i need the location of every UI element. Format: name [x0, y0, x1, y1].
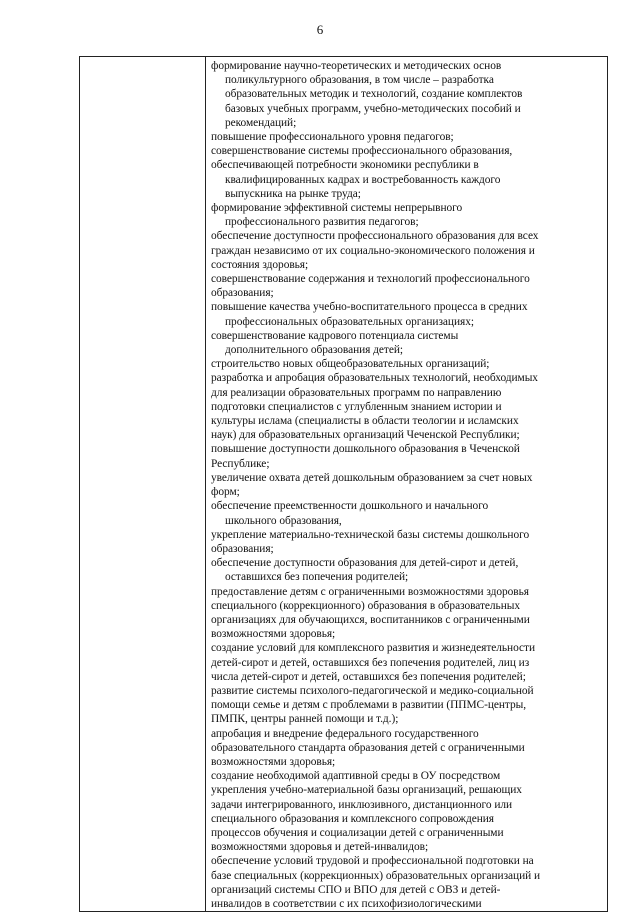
text-line: возможностями здоровья; — [211, 628, 336, 641]
text-line: обеспечивающей потребности экономики республики в — [211, 159, 479, 172]
text-line: обеспечение доступности образования для детей-сирот и детей, — [211, 557, 519, 570]
text-line: укрепления учебно-материальной базы организаций, решающих — [211, 784, 522, 797]
text-line: повышение доступности дошкольного образования в Чеченской — [211, 443, 520, 456]
text-line: совершенствование содержания и технологий профессионального — [211, 273, 530, 286]
text-line: инвалидов в соответствии с их психофизиологическими — [211, 897, 482, 910]
text-line: ПМПК, центры ранней помощи и т.д.); — [211, 713, 399, 726]
text-line: специального (коррекционного) образования в образовательных — [211, 599, 521, 612]
text-line: форм; — [211, 486, 240, 499]
text-line: задачи интегрированного, инклюзивного, дистанционного или — [211, 798, 513, 811]
text-line: формирование научно-теоретических и методических основ — [211, 60, 502, 72]
text-line: создание необходимой адаптивной среды в ОУ посредством — [211, 770, 501, 783]
text-block — [211, 59, 603, 911]
text-line: предоставление детям с ограниченными возможностями здоровья — [211, 585, 529, 598]
text-line: профессиональных образовательных организациях; — [225, 315, 474, 328]
text-line: укрепление материально-технической базы системы дошкольного — [211, 528, 530, 541]
text-line: строительство новых общеобразовательных организаций; — [211, 358, 490, 371]
text-line: увеличение охвата детей дошкольным образованием за счет новых — [211, 471, 533, 484]
text-line: возможностями здоровья; — [211, 755, 336, 768]
text-line: специального образования и комплексного сопровождения — [211, 812, 494, 825]
text-line: формирование эффективной системы непрерывного — [211, 202, 463, 215]
text-line: помощи семье и детям с проблемами в развитии (ППМС-центры, — [211, 699, 527, 712]
text-line: совершенствование системы профессионального образования, — [211, 145, 513, 158]
text-line: создание условий для комплексного развития и жизнедеятельности — [211, 642, 536, 655]
text-line: базе специальных (коррекционных) образовательных организаций и — [211, 869, 541, 882]
table-cell-left — [80, 57, 206, 912]
text-line: базовых учебных программ, учебно-методических пособий и — [225, 102, 521, 115]
text-line: дополнительного образования детей; — [225, 344, 404, 357]
text-line: для реализации образовательных программ по направлению — [211, 386, 502, 399]
text-line: профессионального развития педагогов; — [225, 216, 419, 229]
text-line: детей-сирот и детей, оставшихся без попечения родителей, лиц из — [211, 656, 530, 669]
text-line: числа детей-сирот и детей, оставшихся без попечения родителей; — [211, 670, 526, 683]
text-line: обеспечение доступности профессионального образования для всех — [211, 230, 539, 243]
text-line: развитие системы психолого-педагогической и медико-социальной — [211, 684, 534, 697]
text-line: возможностями здоровья и детей-инвалидов; — [211, 841, 429, 854]
text-line: образования; — [211, 542, 274, 555]
text-line: состояния здоровья; — [211, 258, 309, 271]
table-row — [80, 57, 608, 912]
table-cell-right — [206, 57, 608, 912]
text-line: квалифицированных кадрах и востребованность каждого — [225, 173, 501, 186]
text-line: граждан независимо от их социально-экономического положения и — [211, 244, 535, 257]
page-number: 6 — [316, 22, 324, 37]
text-line: образовательных методик и технологий, создание комплектов — [225, 88, 523, 101]
text-line: образовательного стандарта образования детей с ограниченными — [211, 741, 525, 754]
text-line: оставшихся без попечения родителей; — [225, 571, 409, 584]
text-line: выпускника на рынке труда; — [225, 187, 361, 200]
text-line: обеспечение условий трудовой и профессиональной подготовки на — [211, 855, 534, 868]
text-line: образования; — [211, 287, 274, 300]
text-line: процессов обучения и социализации детей с ограниченными — [211, 826, 504, 839]
text-line: подготовки специалистов с углубленным знанием истории и — [211, 400, 502, 413]
text-line: поликультурного образования, в том числе – разработка — [225, 74, 494, 87]
text-line: рекомендаций; — [225, 116, 297, 129]
text-line: апробация и внедрение федерального государственного — [211, 727, 479, 740]
text-line: повышение профессионального уровня педагогов; — [211, 131, 454, 144]
text-line: организаций системы СПО и ВПО для детей с ОВЗ и детей- — [211, 883, 501, 896]
text-line: наук) для образовательных организаций Чеченской Республики; — [211, 429, 520, 442]
text-line: повышение качества учебно-воспитательного процесса в средних — [211, 301, 528, 314]
text-line: Республике; — [211, 457, 270, 470]
text-line: обеспечение преемственности дошкольного и начального — [211, 500, 489, 513]
text-line: школьного образования, — [225, 514, 342, 527]
text-line: совершенствование кадрового потенциала системы — [211, 329, 459, 342]
content-table — [79, 56, 608, 912]
text-line: организациях для обучающихся, воспитанников с ограниченными — [211, 613, 530, 626]
text-line: разработка и апробация образовательных технологий, необходимых — [211, 372, 538, 385]
text-line: культуры ислама (специалисты в области теологии и исламских — [211, 415, 519, 428]
